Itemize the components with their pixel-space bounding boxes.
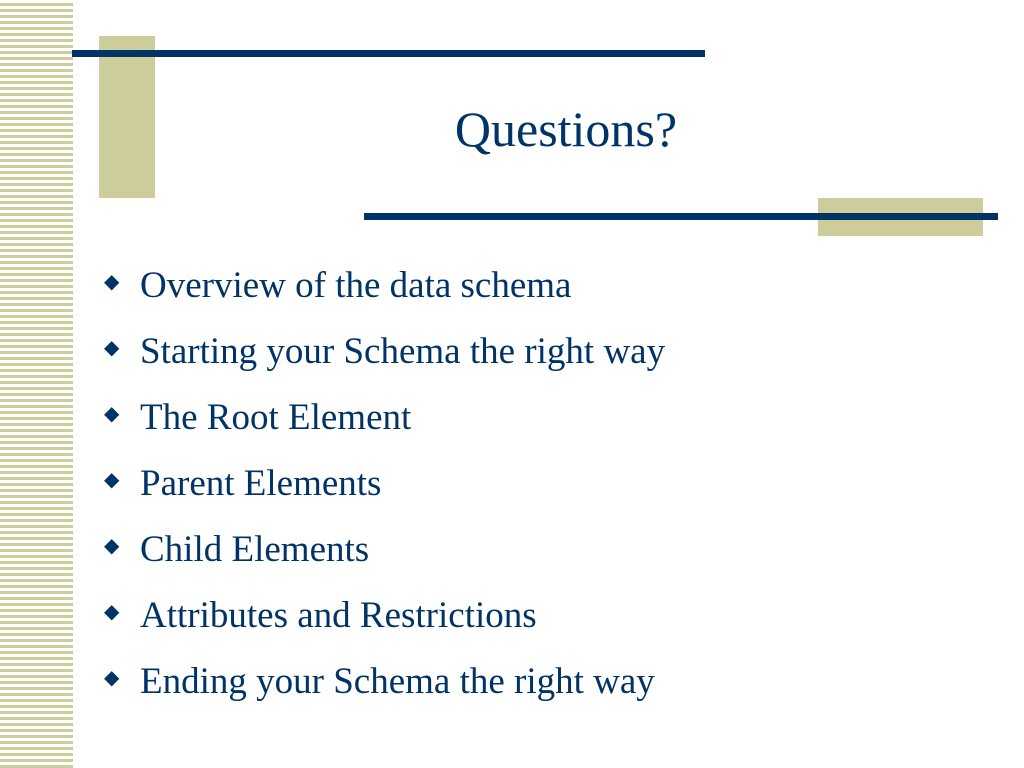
diamond-bullet-icon: ◆ xyxy=(104,601,120,623)
bullet-item xyxy=(104,582,984,648)
bullet-item xyxy=(104,516,984,582)
bullet-text: Parent Elements xyxy=(140,462,382,504)
bullet-list xyxy=(104,252,984,714)
bullet-text: Child Elements xyxy=(140,528,370,570)
bullet-item xyxy=(104,648,984,714)
bullet-text: Attributes and Restrictions xyxy=(140,594,537,636)
title-top-rule xyxy=(72,50,705,57)
bullet-text: Ending your Schema the right way xyxy=(140,660,655,702)
bullet-item xyxy=(104,450,984,516)
bullet-text: The Root Element xyxy=(140,396,412,438)
accent-block-vertical xyxy=(99,36,155,198)
bullet-text: Overview of the data schema xyxy=(140,264,572,306)
diamond-bullet-icon: ◆ xyxy=(104,667,120,689)
bullet-item xyxy=(104,384,984,450)
diamond-bullet-icon: ◆ xyxy=(104,403,120,425)
slide-title: Questions? xyxy=(454,101,678,157)
diamond-bullet-icon: ◆ xyxy=(104,469,120,491)
diamond-bullet-icon: ◆ xyxy=(104,535,120,557)
title-bottom-rule xyxy=(364,213,998,220)
bullet-text: Starting your Schema the right way xyxy=(140,330,666,372)
diamond-bullet-icon: ◆ xyxy=(104,337,120,359)
bullet-item xyxy=(104,318,984,384)
bullet-item xyxy=(104,252,984,318)
striped-side-border xyxy=(0,0,73,768)
diamond-bullet-icon: ◆ xyxy=(104,271,120,293)
